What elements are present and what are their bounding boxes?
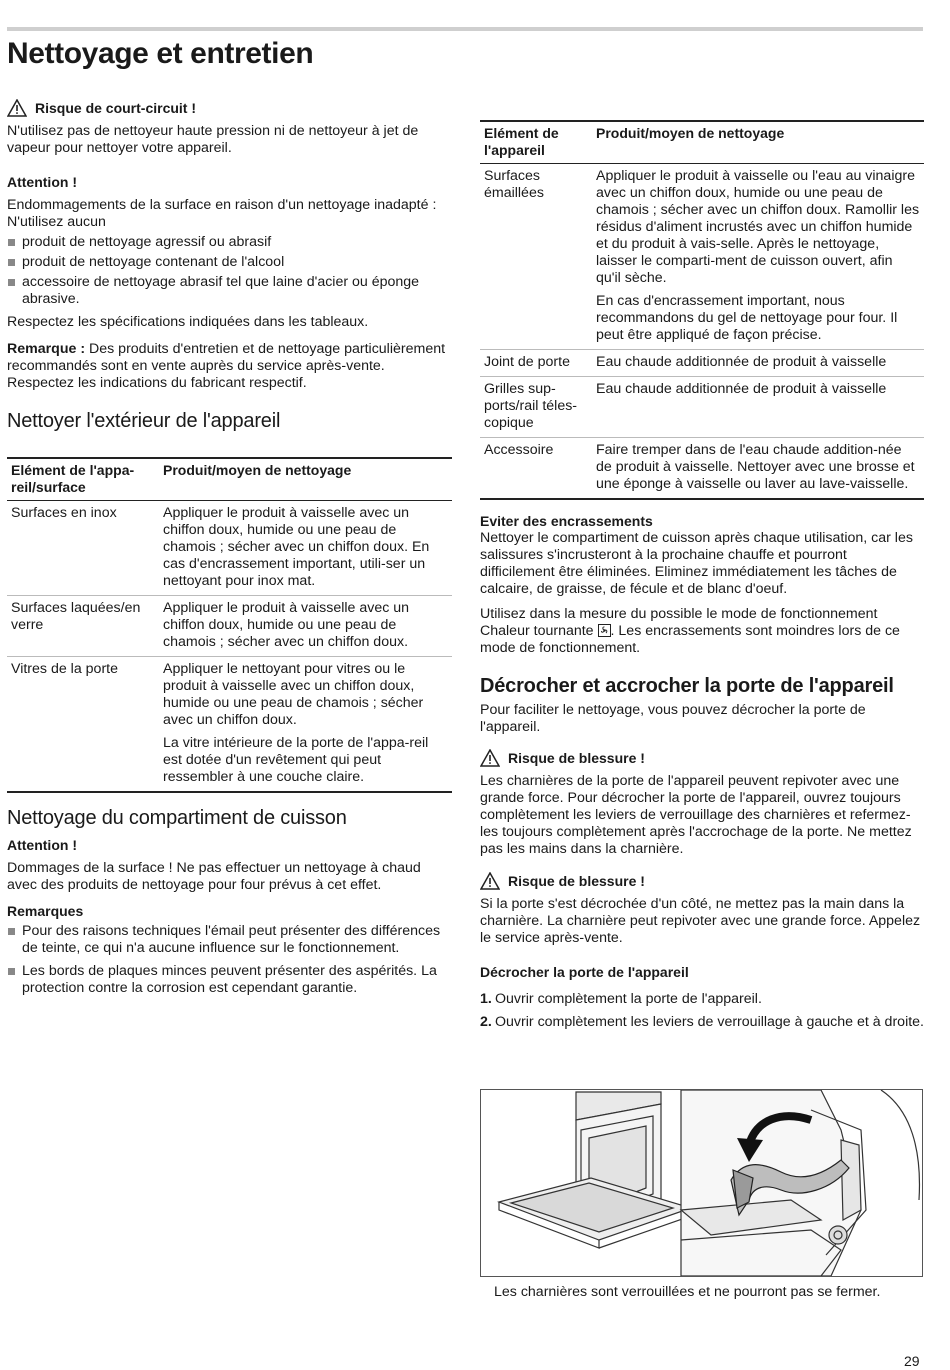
list-item [480, 1014, 924, 1031]
step-text: Ouvrir complètement les leviers de verrouillage à gauche et à droite. [495, 1014, 924, 1030]
table-cell [592, 350, 924, 377]
injury-2-text: Si la porte s'est décrochée d'un côté, ne mettez pas la main dans la charnière. La charnière peut repivoter avec une grande force. Appelez le service après-vente. [480, 896, 921, 946]
list-item: Pour des raisons techniques l'émail peut présenter des différences de teinte, ce qui n'a aucune influence sur le fonctionnement. [7, 923, 452, 957]
table-cell [159, 501, 452, 596]
table-cell [159, 596, 452, 657]
table-cell: Surfaces émaillées [480, 164, 592, 350]
hinge-drawing [481, 1090, 922, 1276]
table-cell: Grilles sup-ports/rail téles-copique [480, 377, 592, 438]
remark-paragraph [7, 341, 452, 392]
cell-text: Appliquer le produit à vaisselle avec un chiffon doux, humide ou une peau de chamois ; sécher avec un chiffon doux. En cas d'encrassement important, utili-ser un nettoyant pour inox mat. [163, 505, 430, 589]
steps-label: Décrocher la porte de l'appareil [480, 964, 689, 980]
warning-injury-1: Risque de blessure ! [480, 749, 924, 767]
table-cell: Accessoire [480, 438, 592, 500]
cell-text: Faire tremper dans de l'eau chaude addition-née de produit à vaisselle. Nettoyer avec une brosse et une éponge à vaisselle ou laver au lave-vaisselle. [596, 442, 915, 492]
cell-text: Appliquer le produit à vaisselle avec un chiffon doux, humide ou une peau de chamois ; sécher avec un chiffon doux. [163, 600, 410, 650]
cell-text: Appliquer le produit à vaisselle ou l'eau au vinaigre avec un chiffon doux, humide ou une peau de chamois ; sécher avec un chiffon doux. Ramollir les résidus d'aliment incrustés avec un chiffon humide et du produit à vais-selle. Après le nettoyage, laisser le comparti-ment de cuisson ouvert, afin qu'il sèche. [596, 168, 920, 286]
step-number: 1. [480, 991, 492, 1007]
attention-list [7, 234, 452, 308]
attention2-text: Dommages de la surface ! Ne pas effectuer un nettoyage à chaud avec des produits de nettoyage pour four prévus à cet effet. [7, 860, 421, 893]
table-row [7, 657, 452, 793]
attention2-label: Attention ! [7, 837, 77, 853]
avoid-text: Nettoyer le compartiment de cuisson après chaque utilisation, car les salissures s'incrusteront à la prochaine chauffe et pourront difficilement être éliminées. Eliminez immédiatement les tâches de calcaire, de graisse, de fécule et de blanc d'oeuf. [480, 530, 913, 597]
remarks-label: Remarques [7, 903, 84, 919]
cavity-cleaning-table [480, 120, 924, 500]
cell-text: Eau chaude additionnée de produit à vaisselle [596, 381, 887, 397]
list-item: Les bords de plaques minces peuvent présenter des aspérités. La protection contre la corrosion est cependant garantie. [7, 963, 452, 997]
table-cell: Surfaces laquées/en verre [7, 596, 159, 657]
list-item: accessoire de nettoyage abrasif tel que laine d'acier ou éponge abrasive. [7, 274, 452, 308]
step-number: 2. [480, 1014, 492, 1030]
attention-label: Attention ! [7, 174, 77, 190]
table-cell [592, 438, 924, 500]
warning-triangle-icon [7, 99, 27, 117]
list-item: produit de nettoyage contenant de l'alcool [7, 254, 452, 271]
cell-text: La vitre intérieure de la porte de l'appa-reil est dotée d'un revêtement qui peut ressembler à une couche claire. [163, 735, 429, 785]
table-cell [592, 377, 924, 438]
remark-text: Des produits d'entretien et de nettoyage particulièrement recommandés sont en vente auprès du service après-vente. Respectez les indications du fabricant respectif. [7, 341, 446, 391]
right-column [480, 120, 924, 1037]
heading-cavity: Nettoyage du compartiment de cuisson [7, 807, 347, 829]
mode-text: Utilisez dans la mesure du possible le mode de fonctionnement Chaleur tournante [480, 606, 878, 639]
figure-caption: Les charnières sont verrouillées et ne pourront pas se fermer. [494, 1284, 881, 1300]
list-item: produit de nettoyage agressif ou abrasif [7, 234, 452, 251]
mode-text: . Les encrassements sont moindres lors de ce mode de fonctionnement. [480, 623, 900, 656]
injury-1-text: Les charnières de la porte de l'appareil peuvent repivoter avec une grande force. Pour décrocher la porte de l'appareil, ouvrez toujours complètement les leviers de verrouillage des charnières et refermez-les toujours complètement après l'accrochage de la porte. Ne mettez pas les mains dans la charnière. [480, 773, 912, 857]
page-number: 29 [904, 1353, 920, 1369]
table-row [480, 438, 924, 500]
table-header-row [7, 458, 452, 501]
table-cell: Vitres de la porte [7, 657, 159, 793]
heading-door: Décrocher et accrocher la porte de l'appareil [480, 675, 894, 697]
page-title: Nettoyage et entretien [7, 37, 314, 70]
short-circuit-text: N'utilisez pas de nettoyeur haute pression ni de nettoyeur à jet de vapeur pour nettoyer votre appareil. [7, 123, 419, 156]
table-header: Elément de l'appareil [480, 121, 592, 164]
warning-injury-2: Risque de blessure ! [480, 872, 924, 890]
heading-exterior: Nettoyer l'extérieur de l'appareil [7, 410, 281, 432]
table-cell [159, 657, 452, 793]
table-header: Elément de l'appa-reil/surface [7, 458, 159, 501]
list-item [480, 991, 924, 1008]
table-row [7, 596, 452, 657]
warning-short-circuit: Risque de court-circuit ! [7, 99, 452, 117]
exterior-cleaning-table [7, 457, 452, 793]
remark-label: Remarque : [7, 341, 86, 357]
left-column [7, 97, 452, 997]
door-intro: Pour faciliter le nettoyage, vous pouvez décrocher la porte de l'appareil. [480, 702, 866, 735]
table-header: Produit/moyen de nettoyage [592, 121, 924, 164]
table-row [480, 377, 924, 438]
warning-triangle-icon [480, 749, 500, 767]
table-header: Produit/moyen de nettoyage [159, 458, 452, 501]
table-row [7, 501, 452, 596]
mode-paragraph [480, 606, 924, 657]
attention-text: Endommagements de la surface en raison d'un nettoyage inadapté : N'utilisez aucun [7, 197, 437, 230]
respect-text: Respectez les spécifications indiquées dans les tableaux. [7, 314, 369, 330]
table-cell [592, 164, 924, 350]
remarks-list [7, 923, 452, 997]
table-cell: Surfaces en inox [7, 501, 159, 596]
table-row [480, 350, 924, 377]
fan-heating-icon [598, 624, 611, 637]
step-text: Ouvrir complètement la porte de l'appareil. [495, 991, 762, 1007]
table-header-row [480, 121, 924, 164]
door-hinge-illustration [480, 1089, 923, 1277]
warning-triangle-icon [480, 872, 500, 890]
top-rule [7, 27, 923, 31]
cell-text: En cas d'encrassement important, nous recommandons du gel de nettoyage pour four. Il peut être appliqué de façon précise. [596, 293, 898, 343]
cell-text: Appliquer le nettoyant pour vitres ou le produit à vaisselle avec un chiffon doux, humide ou une peau de chamois ; sécher avec un chiffon doux. [163, 661, 424, 728]
avoid-label: Eviter des encrassements [480, 513, 653, 529]
table-row [480, 164, 924, 350]
cell-text: Eau chaude additionnée de produit à vaisselle [596, 354, 887, 370]
steps-list [480, 991, 924, 1031]
table-cell: Joint de porte [480, 350, 592, 377]
